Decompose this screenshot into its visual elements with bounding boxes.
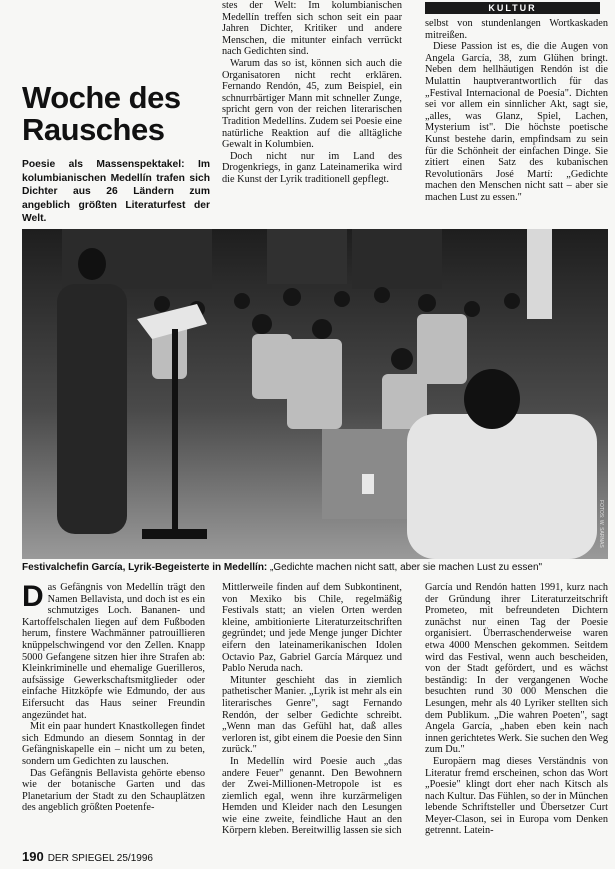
paragraph: Diese Passion ist es, die die Augen von Angela García, 38, zum Glühen bringt. Neben dem hellhäutigen Rendón ist die Mulattin hauptverantwortlich für das „Festival Internacional de Poesía". Dichten sei vor allem ein sinnlicher Akt, sagt sie, „alles, was Glanz, Spiel, Lachen, Mysterium ist". Die höchste poetische Kunst bestehe darin, empfindsam zu sein für die Schönheit der einfachen Dinge. Sie zitiert einen Satz des kubanischen Revolutionärs José Martí: „Gedichte machen den Menschen nicht satt – aber sie machen Lust zu essen." — [425, 41, 608, 203]
reading-crowd-photo — [22, 229, 608, 559]
page-footer — [22, 849, 153, 864]
paragraph: Warum das so ist, können sich auch die Organisatoren nicht recht erklären. Fernando Rendón, 45, zum Beispiel, ein schnurrbärtiger Mann mit schneller Zunge, spricht gern von der reichen literarischen Tradition Medellíns. Zudem sei Poesie eine natürliche Reaktion auf die alltägliche Gewalt in Kolumbien. — [222, 57, 402, 151]
paragraph: Mit ein paar hundert Knastkollegen findet sich Edmundo an diesem Sonntag in der Gefängniskapelle ein – nicht um zu beten, sondern um Gedichten zu lauschen. — [22, 721, 205, 767]
paragraph: Das Gefängnis Bellavista gehörte ebenso wie der botanische Garten und das Planetarium der Stadt zu den Schauplätzen des angeblich größten Poetenfe- — [22, 767, 205, 814]
paragraph — [22, 582, 205, 721]
article-headline: Woche des Rausches — [22, 80, 181, 147]
caption-text: „Gedichte machen nicht satt, aber sie machen Lust zu essen" — [267, 562, 543, 573]
paragraph: Mittlerweile finden auf dem Subkontinent, von Mexiko bis Chile, regelmäßig Festivals statt; an vielen Orten werden kleine, ambitionierte Literaturzeitschriften gegründet; und jede Menge junger Dichter eifern den lateinamerikanischen Idolen Octavio Paz, Gabriel García Márquez und Pablo Neruda nach. — [222, 582, 402, 675]
festival-photo — [22, 229, 608, 559]
paragraph: Mitunter geschieht das in ziemlich pathetischer Manier. „Lyrik ist mehr als ein literarisches Genre", sagt Fernando Rendón, der selber Gedichte schreibt. „Wenn man das Gefühl hat, daß alles verloren ist, gibt einem die Poesie den Sinn zurück." — [222, 674, 402, 756]
bottom-column-1 — [22, 582, 205, 814]
paragraph: Doch nicht nur im Land des Drogenkriegs, in ganz Lateinamerika wird die Kunst der Lyrik traditionell gepflegt. — [222, 150, 402, 185]
caption-lead: Festivalchefin García, Lyrik-Begeisterte in Medellín: — [22, 562, 268, 573]
paragraph: selbst von stundenlangen Wortkaskaden mitreißen. — [425, 18, 608, 41]
photo-caption — [22, 562, 608, 574]
top-column-1 — [222, 0, 402, 186]
paragraph-text: as Gefängnis von Medellín trägt den Namen Bellavista, und doch ist es ein schmutziges Loch. Bananen- und Kartoffelschalen liegen auf dem Fußboden herum, finstere Wachmänner patrouillieren knüppelschwingend vor den Zellen. Knapp 5000 Gefangene sitzen hier ihre Strafen ab: Kleinkriminelle und ehemalige Guerilleros, aufsässige Gewerkschaftsmitglieder oder einfache Hitzköpfe wie Edmundo, der aus Eifersucht das Haus seiner Freundin angezündet hat. — [22, 582, 205, 721]
page-number: 190 — [22, 849, 44, 864]
magazine-issue: DER SPIEGEL 25/1996 — [47, 853, 153, 864]
paragraph: In Medellín wird Poesie auch „das andere Feuer" genannt. Den Bewohnern der Zwei-Millionen-Metropole ist es ziemlich egal, wenn ihre kurzärmeligen Hemden und Kleider nach den Lesungen wie eine zweite, feindliche Haut an den Körpern kleben. Bereitwillig lassen sie sich — [222, 755, 402, 837]
top-column-2 — [425, 18, 608, 204]
photo-credit: FOTOS: W. SARNAS — [598, 500, 604, 548]
paragraph: Europäern mag dieses Verständnis von Literatur fremd erscheinen, schon das Wort „Poesie" klingt dort eher nach Kitsch als nach Kultur. Das Fühlen, so der in München lebende Schriftsteller und Übersetzer Curt Meyer-Clason, sei in Europa vom Denken getrennt. Latein- — [425, 755, 608, 837]
bottom-column-3 — [425, 582, 608, 837]
article-lead: Poesie als Massenspektakel: Im kolumbianischen Medellín trafen sich Dichter aus 26 Ländern zum angeblich größten Literaturfest der Welt. — [22, 159, 210, 224]
paragraph: stes der Welt: Im kolumbianischen Medellín treffen sich schon seit ein paar Jahren Dichter, Kritiker und andere Menschen, die mitunter einfach verrückt nach Gedichten sind. — [222, 0, 402, 58]
drop-cap: D — [22, 580, 44, 613]
bottom-column-2 — [222, 582, 402, 837]
section-tag: KULTUR — [425, 2, 600, 14]
paragraph: García und Rendón hatten 1991, kurz nach der Gründung ihrer Literaturzeitschrift Prometeo, mit befreundeten Dichtern zunächst nur einen Tag der Poesie organisiert. Überraschenderweise waren etwa 4000 Menschen gekommen. Seitdem wird das Festival, wenn auch bescheiden, von der Stadt gefördert, und es wächst beständig: In der vergangenen Woche besuchten rund 30 000 Menschen die Lesungen, mehr als 40 Lyriker stellten sich dem Publikum. „Die wahren Poeten", sagt Angela García, „haben eben kein nach innen gerichtetes Werk. Sie suchen den Weg zum Du." — [425, 582, 608, 756]
